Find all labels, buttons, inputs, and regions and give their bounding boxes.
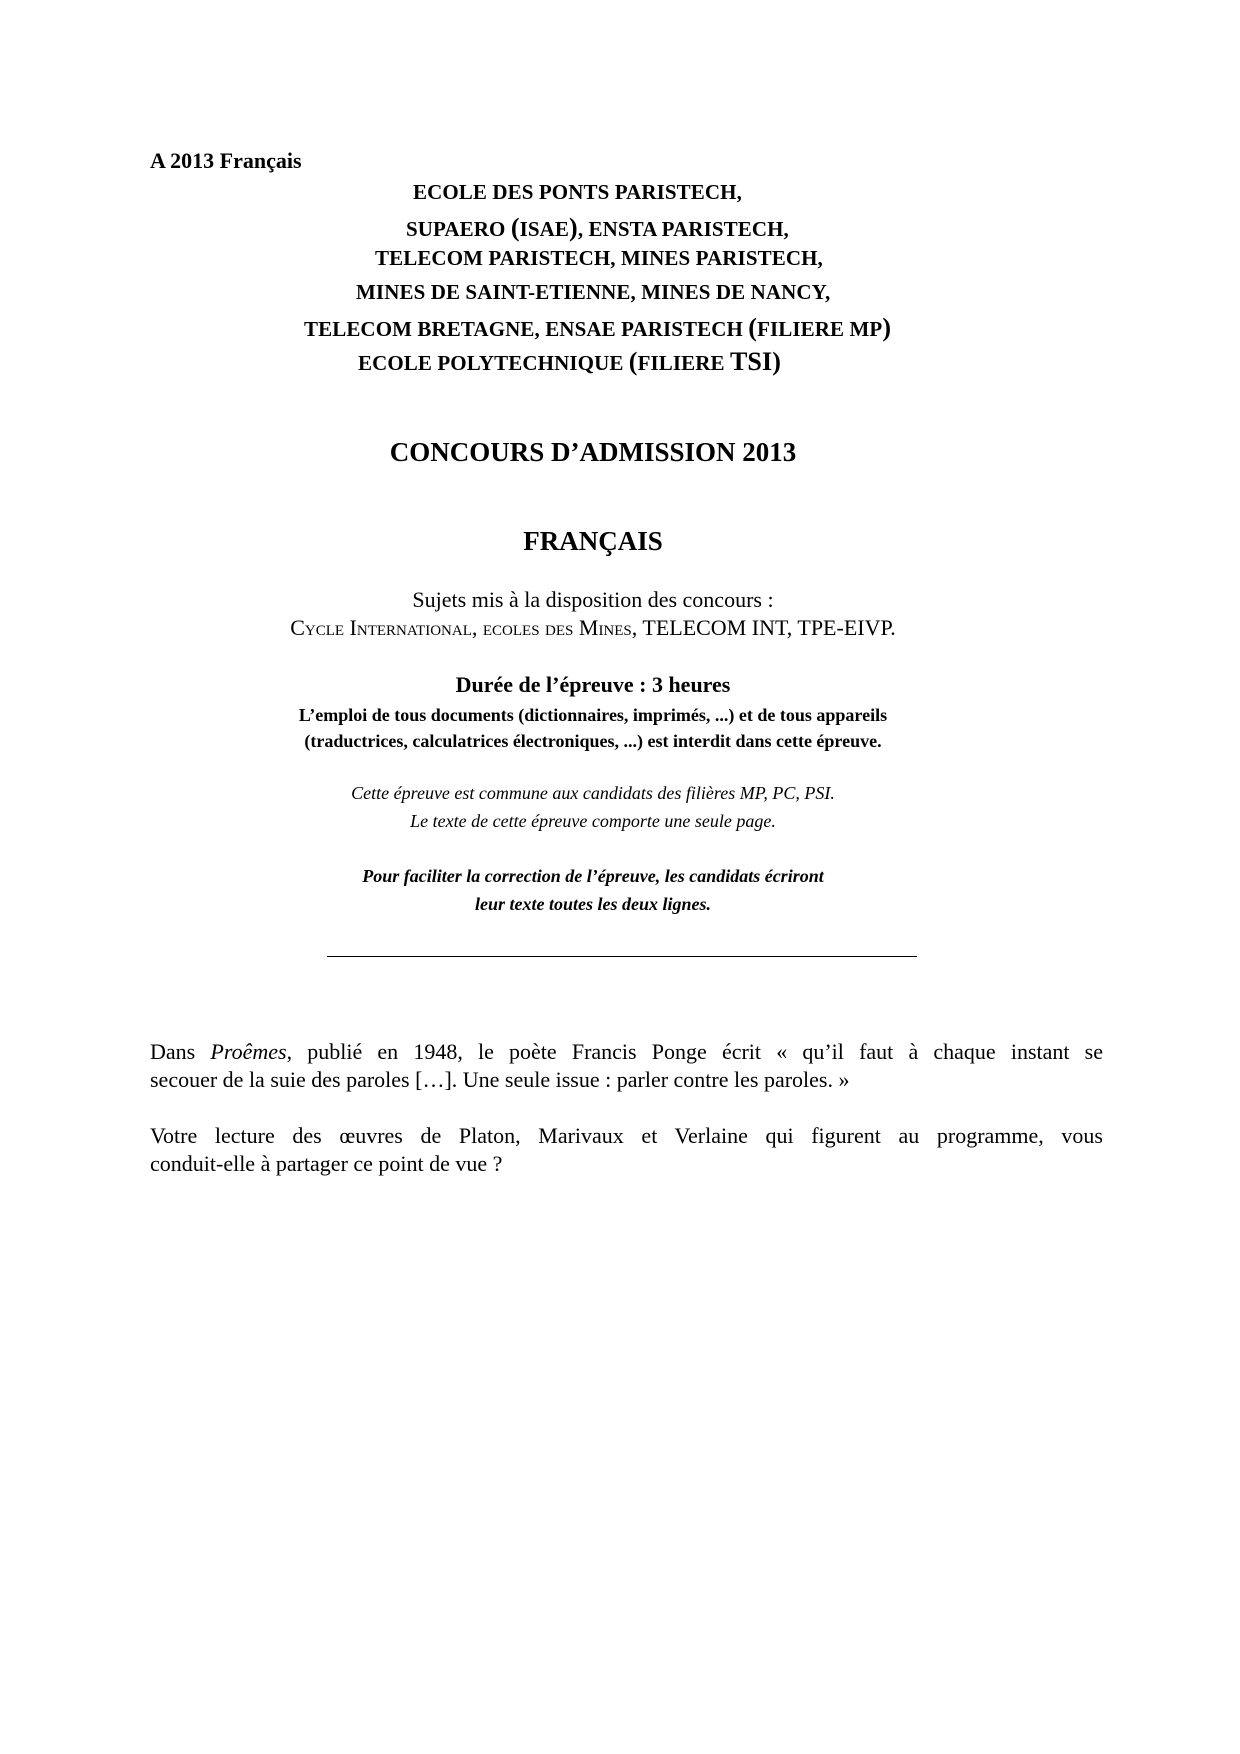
school-line-6-paren-close: )	[772, 347, 781, 376]
para1-rest: , publié en 1948, le poète Francis Ponge écrit « qu’il faut à chaque instant se	[286, 1039, 1104, 1064]
work-title-proemes: Proêmes	[210, 1039, 287, 1064]
question-paragraph-1	[150, 1038, 1103, 1094]
school-line-2-part-b: ISAE	[519, 217, 570, 241]
subjects-list	[0, 615, 1186, 641]
exam-rules-line-2: (traductrices, calculatrices électroniques, ...) est interdit dans cette épreuve.	[304, 731, 882, 751]
question-paragraph-2	[150, 1122, 1103, 1178]
school-line-2	[406, 213, 789, 243]
school-line-5-paren-close: )	[882, 313, 892, 342]
concours-title: CONCOURS D’ADMISSION 2013	[389, 437, 797, 467]
subjects-list-sep: ,	[471, 615, 483, 640]
correction-note-line-2: leur texte toutes les deux lignes.	[475, 894, 711, 914]
question-paragraph-2-line-2: conduit-elle à partager ce point de vue ?	[150, 1151, 503, 1176]
school-line-2-paren-close: )	[569, 213, 578, 242]
question-paragraph-1-line-1	[150, 1038, 1103, 1066]
school-line-6-part-a: ECOLE POLYTECHNIQUE	[358, 351, 629, 375]
school-line-6-part-c: TSI	[729, 347, 773, 376]
school-line-6-part-b: FILIERE	[637, 351, 730, 375]
subject-title: FRANÇAIS	[523, 526, 663, 556]
para1-lead: Dans	[150, 1039, 211, 1064]
school-line-4: MINES DE SAINT-ETIENNE, MINES DE NANCY,	[356, 280, 831, 304]
common-note	[0, 779, 1186, 835]
common-note-line-1: Cette épreuve est commune aux candidats des filières MP, PC, PSI.	[351, 783, 835, 803]
exam-rules	[0, 702, 1186, 754]
school-line-3: TELECOM PARISTECH, MINES PARISTECH,	[375, 246, 823, 270]
question-paragraph-1-line-2: secouer de la suie des paroles […]. Une seule issue : parler contre les paroles. »	[150, 1067, 850, 1092]
common-note-line-2: Le texte de cette épreuve comporte une seule page.	[410, 811, 776, 831]
school-line-5	[304, 313, 891, 343]
school-line-1: ECOLE DES PONTS PARISTECH,	[413, 180, 742, 204]
school-line-6-paren-open: (	[628, 347, 638, 376]
school-line-5-paren-open: (	[748, 313, 758, 342]
school-line-2-part-c: , ENSTA PARISTECH,	[577, 217, 789, 241]
subjects-list-mines: ecoles des Mines	[482, 615, 632, 640]
school-line-2-paren-open: (	[510, 213, 520, 242]
subjects-intro: Sujets mis à la disposition des concours :	[412, 587, 774, 612]
correction-note-line-1: Pour faciliter la correction de l’épreuve, les candidats écriront	[362, 866, 824, 886]
school-line-6	[358, 347, 781, 377]
school-line-2-part-a: SUPAERO	[406, 217, 511, 241]
exam-rules-line-1: L’emploi de tous documents (dictionnaires, imprimés, ...) et de tous appareils	[298, 705, 888, 725]
exam-header-label: A 2013 Français	[150, 148, 302, 173]
subjects-list-rest: , TELECOM INT, TPE-EIVP.	[631, 615, 896, 640]
school-line-5-part-a: TELECOM BRETAGNE, ENSAE PARISTECH	[304, 317, 749, 341]
correction-note	[0, 862, 1186, 918]
school-line-5-part-b: FILIERE MP	[757, 317, 883, 341]
subjects-list-cycle: Cycle International	[290, 615, 472, 640]
question-paragraph-2-line-1: Votre lecture des œuvres de Platon, Marivaux et Verlaine qui figurent au programme, vous	[150, 1123, 1103, 1148]
section-divider	[327, 956, 917, 957]
exam-duration: Durée de l’épreuve : 3 heures	[455, 672, 731, 697]
